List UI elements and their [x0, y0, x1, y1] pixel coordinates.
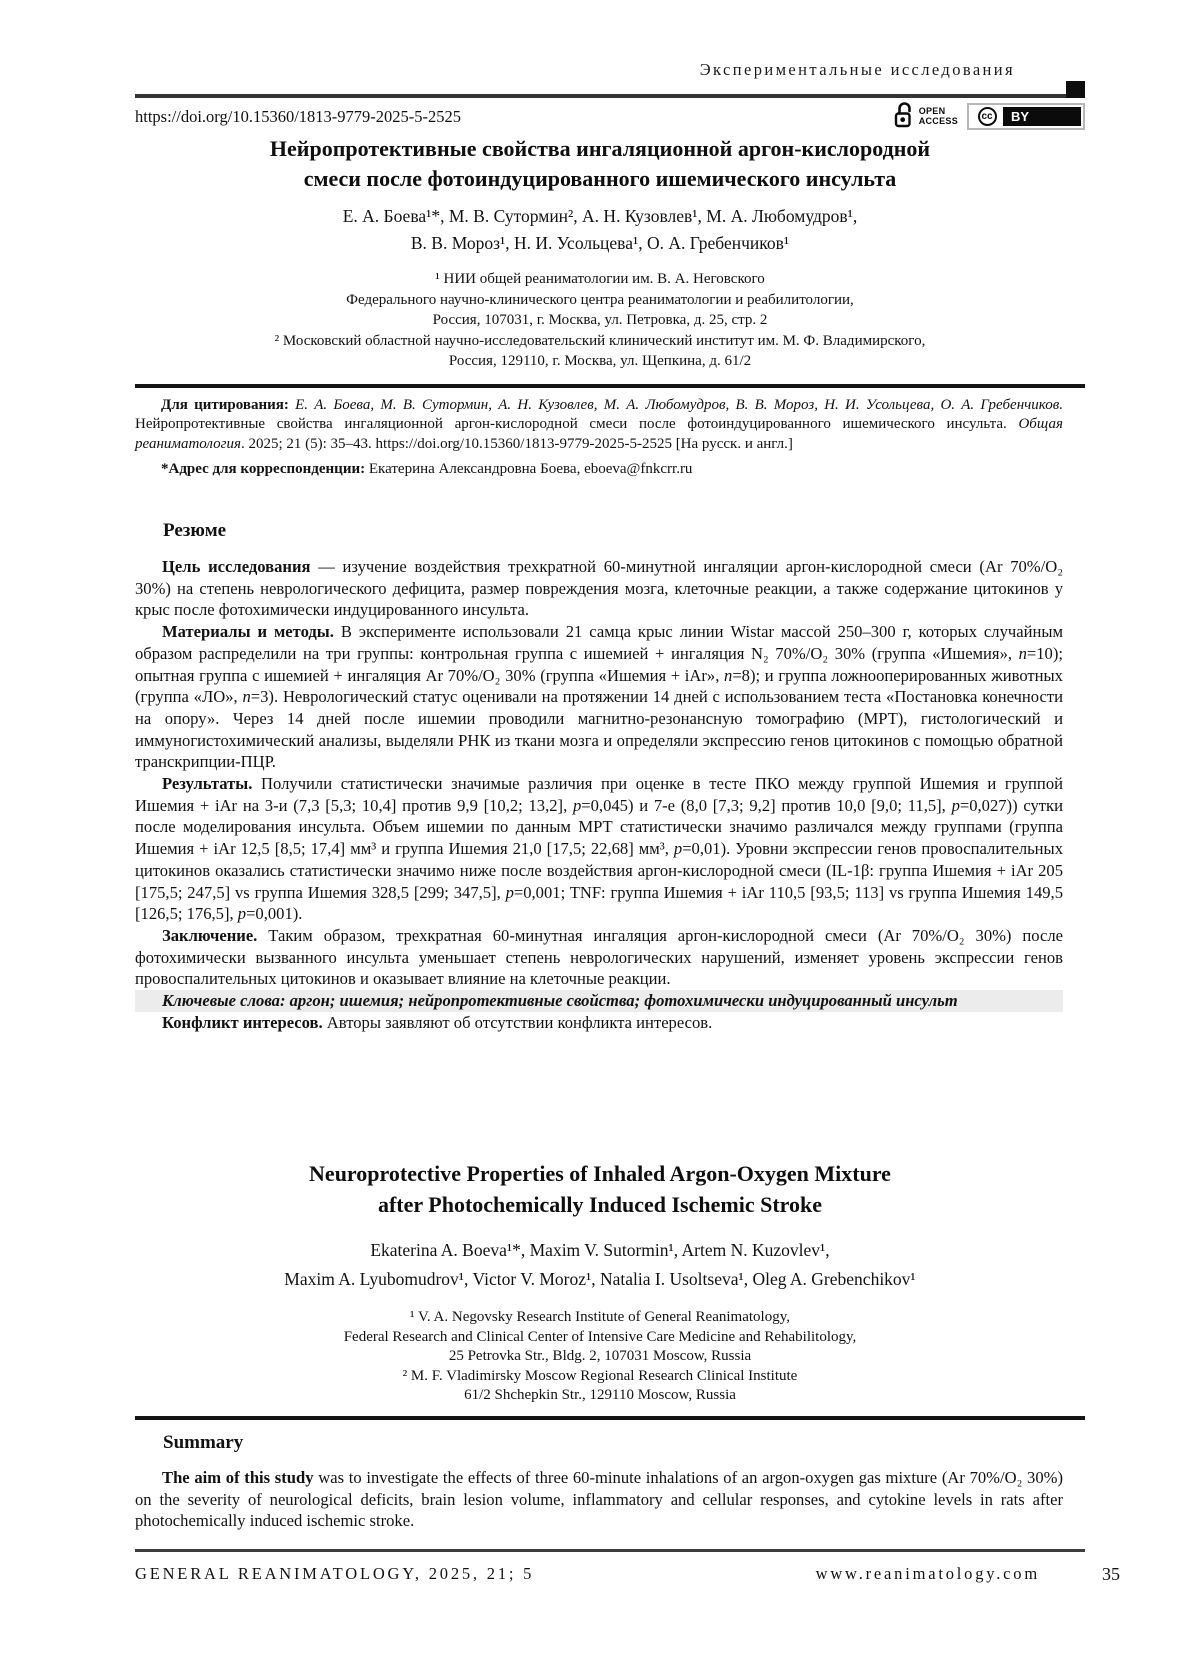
affiliation-line: ² Московский областной научно-исследовательский клинический институт им. М. Ф. Владимирского, [274, 332, 926, 349]
ru-title [135, 134, 1065, 194]
cc-icon: cc [971, 107, 1003, 126]
ru-authors [135, 203, 1065, 257]
footer-rule [135, 1549, 1085, 1552]
affiliation-line: Россия, 129110, г. Москва, ул. Щепкина, д. 61/2 [448, 353, 752, 369]
ru-authors-line: В. В. Мороз¹, Н. И. Усольцева¹, О. А. Гребенчиков¹ [410, 233, 790, 253]
keywords-paragraph: Ключевые слова: аргон; ишемия; нейропротективные свойства; фотохимически индуцированный инсульт [135, 990, 1063, 1012]
results-paragraph: Результаты. Получили статистически значимые различия при оценке в тесте ПКО между группой Ишемия и группой Ишемия + iAr на 3-и (7,3 [5,3; 10,4] против 9,9 [10,2; 13,2], p=0,045) и 7-е (8,0 [7,3; 9,2] против 10,0 [9,0; 11,5], p=0,027)) сутки после моделирования инсульта. Объем ишемии по данным МРТ статистически значимо различался между группами (группа Ишемия + iAr 12,5 [8,5; 17,4] мм³ и группа Ишемия 21,0 [17,5; 22,68] мм³, p=0,01). Уровни экспрессии генов провоспалительных цитокинов оказались статистически значимо ниже после воздействия аргон-кислородной смеси (IL-1β: группа Ишемия + iAr 205 [175,5; 247,5] vs группа Ишемия 328,5 [299; 347,5], p=0,001; TNF: группа Ишемия + iAr 110,5 [93,5; 113] vs группа Ишемия 149,5 [126,5; 176,5], p=0,001). [135, 774, 1063, 924]
ru-affiliations [135, 269, 1065, 372]
summary-heading: Summary [163, 1432, 244, 1453]
section-end-square [1066, 81, 1085, 98]
en-authors [135, 1236, 1065, 1294]
summary-paragraph: The aim of this study was to investigate the effects of three 60-minute inhalations of an argon-oxygen gas mixture (Ar 70%/O₂ 30%) on the severity of neurological deficits, brain lesion volume, inflammatory and cellular responses, and cytokine levels in rats after photochemically induced ischemic stroke. [135, 1468, 1063, 1531]
resume-heading: Резюме [163, 520, 227, 541]
en-title [135, 1158, 1065, 1220]
en-affiliations [135, 1308, 1065, 1406]
footer-journal: GENERAL REANIMATOLOGY, 2025, 21; 5 [135, 1564, 535, 1583]
affiliation-line: Россия, 107031, г. Москва, ул. Петровка, д. 25, стр. 2 [432, 312, 768, 328]
summary-top-rule [135, 1416, 1085, 1420]
affiliation-line: ¹ V. A. Negovsky Research Institute of General Reanimatology, [410, 1309, 790, 1325]
affiliation-line: Федерального научно-клинического центра реаниматологии и реабилитологии, [346, 291, 854, 308]
open-access-badge [894, 101, 958, 133]
ru-authors-line: Е. А. Боева¹*, М. В. Сутормин², А. Н. Кузовлев¹, М. А. Любомудров¹, [342, 206, 858, 226]
ru-title-line: Нейропротективные свойства ингаляционной аргон-кислородной [269, 136, 931, 161]
en-title-line: after Photochemically Induced Ischemic Stroke [377, 1192, 823, 1217]
footer-website-link[interactable]: www.reanimatology.com [815, 1564, 1040, 1583]
cc-by-label: BY [1003, 107, 1081, 126]
citation-paragraph: Для цитирования: Е. А. Боева, М. В. Сутормин, А. Н. Кузовлев, М. А. Любомудров, В. В. Мороз, Н. И. Усольцева, О. А. Гребенчиков. Нейропротективные свойства ингаляционной аргон-кислородной смеси после фотоиндуцированного ишемического инсульта. Общая реаниматология. 2025; 21 (5): 35–43. https://doi.org/10.15360/1813-9779-2025-5-2525 [На русск. и англ.] [135, 397, 1063, 452]
methods-paragraph: Материалы и методы. В эксперименте использовали 21 самца крыс линии Wistar массой 250–300 г, которых случайным образом распределили на три группы: контрольная группа с ишемией + ингаляция N₂ 70%/O₂ 30% (группа «Ишемия», n=10); опытная группа с ишемией + ингаляция Ar 70%/O₂ 30% (группа «Ишемия + iAr», n=8); и группа ложнооперированных животных (группа «ЛО», n=3). Неврологический статус оценивали на протяжении 14 дней с использованием теста «Постановка конечности на опору». Через 14 дней после ишемии проводили магнитно-резонансную томографию (МРТ), гистологический и иммуногистохимический анализы, выделяли РНК из ткани мозга и определяли экспрессию генов цитокинов с помощью обратной транскрипции-ПЦР. [135, 622, 1063, 772]
en-summary [135, 1467, 1063, 1532]
ru-title-line: смеси после фотоиндуцированного ишемического инсульта [303, 166, 897, 191]
doi-row [135, 103, 1085, 131]
affiliation-line: 25 Petrovka Str., Bldg. 2, 107031 Moscow, Russia [448, 1348, 752, 1364]
citation-block [135, 396, 1063, 479]
ru-abstract [135, 556, 1063, 1033]
section-label: Экспериментальные исследования [699, 60, 1015, 79]
doi-link[interactable]: https://doi.org/10.15360/1813-9779-2025-5-2525 [135, 107, 462, 126]
footer [135, 1564, 1135, 1590]
conflict-paragraph: Конфликт интересов. Авторы заявляют об отсутствии конфликта интересов. [162, 1012, 713, 1032]
en-title-line: Neuroprotective Properties of Inhaled Argon-Oxygen Mixture [309, 1161, 891, 1186]
affiliation-line: ¹ НИИ общей реаниматологии им. В. А. Неговского [435, 271, 765, 287]
aim-paragraph: Цель исследования — изучение воздействия трехкратной 60-минутной ингаляции аргон-кислородной смеси (Ar 70%/O₂ 30%) на степень неврологического дефицита, размер повреждения мозга, клеточные реакции, а также содержание цитокинов у крыс после фотохимически индуцированного инсульта. [135, 557, 1063, 620]
en-authors-line: Ekaterina A. Boeva¹*, Maxim V. Sutormin¹, Artem N. Kuzovlev¹, [370, 1240, 830, 1260]
open-padlock-icon [894, 101, 915, 133]
conclusion-paragraph: Заключение. Таким образом, трехкратная 60-минутная ингаляция аргон-кислородной смеси (Ar 70%/O₂ 30%) после фотохимически вызванного инсульта уменьшает степень неврологических нарушений, изменяет уровень экспрессии генов провоспалительных цитокинов и оказывает влияние на клеточные реакции. [135, 925, 1063, 989]
header-rule [135, 94, 1085, 98]
affiliation-line: Federal Research and Clinical Center of Intensive Care Medicine and Rehabilitology, [343, 1328, 857, 1345]
correspondence-line: *Адрес для корреспонденции: Екатерина Александровна Боева, eboeva@fnkcrr.ru [161, 460, 693, 477]
citation-top-rule [135, 384, 1085, 388]
en-authors-line: Maxim A. Lyubomudrov¹, Victor V. Moroz¹, Natalia I. Usoltseva¹, Oleg A. Grebenchikov¹ [284, 1269, 916, 1289]
affiliation-line: ² M. F. Vladimirsky Moscow Regional Research Clinical Institute [402, 1367, 798, 1384]
affiliation-line: 61/2 Shchepkin Str., 129110 Moscow, Russia [464, 1387, 736, 1403]
cc-by-badge[interactable] [967, 103, 1085, 130]
badges [894, 103, 1085, 130]
footer-page-number: 35 [1102, 1564, 1120, 1584]
open-access-label: OPEN ACCESS [918, 106, 958, 126]
